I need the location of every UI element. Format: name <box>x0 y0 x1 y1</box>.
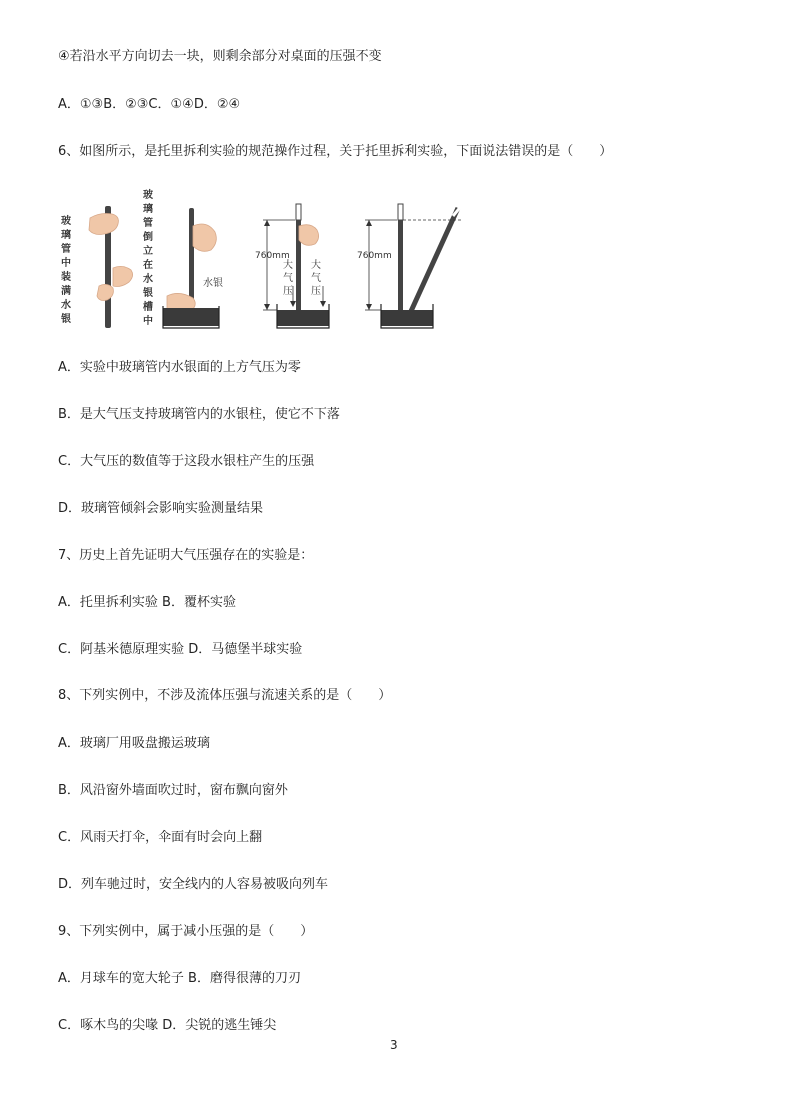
question-7-options-cd: C．阿基米德原理实验 D．马德堡半球实验 <box>58 642 303 657</box>
svg-text:银: 银 <box>143 288 153 299</box>
tilted-tube-panel <box>357 204 463 328</box>
svg-text:玻: 玻 <box>143 190 153 201</box>
measure-panel <box>255 204 329 328</box>
svg-text:气: 气 <box>283 273 293 284</box>
svg-text:管: 管 <box>143 218 153 229</box>
question-7-stem: 7、历史上首先证明大气压强存在的实验是： <box>58 548 314 563</box>
question-6-stem: 6、如图所示，是托里拆利实验的规范操作过程，关于托里拆利实验，下面说法错误的是（ ） <box>58 144 613 159</box>
question-6-option-d: D．玻璃管倾斜会影响实验测量结果 <box>58 501 264 516</box>
question-8-option-b: B．风沿窗外墙面吹过时，窗布飘向窗外 <box>58 783 288 798</box>
svg-text:管: 管 <box>61 244 71 255</box>
question-7-options-ab: A．托里拆利实验 B．覆杯实验 <box>58 595 236 610</box>
question-8-stem: 8、下列实例中，不涉及流体压强与流速关系的是（ ） <box>58 688 392 703</box>
svg-text:在: 在 <box>143 260 153 271</box>
svg-text:满: 满 <box>61 286 71 297</box>
question-6-option-b: B．是大气压支持玻璃管内的水银柱，使它不下落 <box>58 407 340 422</box>
question-9-options-ab: A．月球车的宽大轮子 B．磨得很薄的刀刃 <box>58 971 301 986</box>
question-5-choices: A．①③B．②③C．①④D．②④ <box>58 97 241 112</box>
height-label-2: 760mm <box>357 251 392 261</box>
question-8-option-a: A．玻璃厂用吸盘搬运玻璃 <box>58 736 210 751</box>
svg-text:水: 水 <box>143 274 153 285</box>
filled-tube-panel <box>89 206 133 328</box>
question-5-option-4: ④若沿水平方向切去一块，则剩余部分对桌面的压强不变 <box>58 49 382 64</box>
fill-tube-label <box>61 214 72 325</box>
torricelli-experiment-figure <box>55 186 475 334</box>
question-8-option-c: C．风雨天打伞，伞面有时会向上翻 <box>58 830 263 845</box>
question-6-option-a: A．实验中玻璃管内水银面的上方气压为零 <box>58 360 301 375</box>
svg-text:压: 压 <box>283 286 293 297</box>
svg-text:玻: 玻 <box>61 216 71 227</box>
svg-text:大: 大 <box>311 260 321 271</box>
svg-text:银: 银 <box>61 314 71 325</box>
svg-text:中: 中 <box>61 258 71 269</box>
question-6-option-c: C．大气压的数值等于这段水银柱产生的压强 <box>58 454 315 469</box>
question-9-stem: 9、下列实例中，属于减小压强的是（ ） <box>58 924 314 939</box>
svg-text:压: 压 <box>311 286 321 297</box>
mercury-label: 水银 <box>203 278 223 289</box>
svg-text:璃: 璃 <box>61 230 71 241</box>
page-number: 3 <box>390 1038 398 1052</box>
svg-text:中: 中 <box>143 316 153 327</box>
height-label-1: 760mm <box>255 251 290 261</box>
inverted-tube-panel <box>163 208 223 328</box>
svg-text:槽: 槽 <box>143 302 153 313</box>
svg-text:倒: 倒 <box>143 232 153 243</box>
svg-text:璃: 璃 <box>143 204 153 215</box>
svg-text:气: 气 <box>311 273 321 284</box>
question-9-options-cd: C．啄木鸟的尖喙 D．尖锐的逃生锤尖 <box>58 1018 277 1033</box>
svg-text:装: 装 <box>61 272 71 283</box>
question-8-option-d: D．列车驰过时，安全线内的人容易被吸向列车 <box>58 877 329 892</box>
svg-text:水: 水 <box>61 300 71 311</box>
svg-text:立: 立 <box>143 246 153 257</box>
svg-text:大: 大 <box>283 260 293 271</box>
invert-tube-label <box>143 188 154 327</box>
